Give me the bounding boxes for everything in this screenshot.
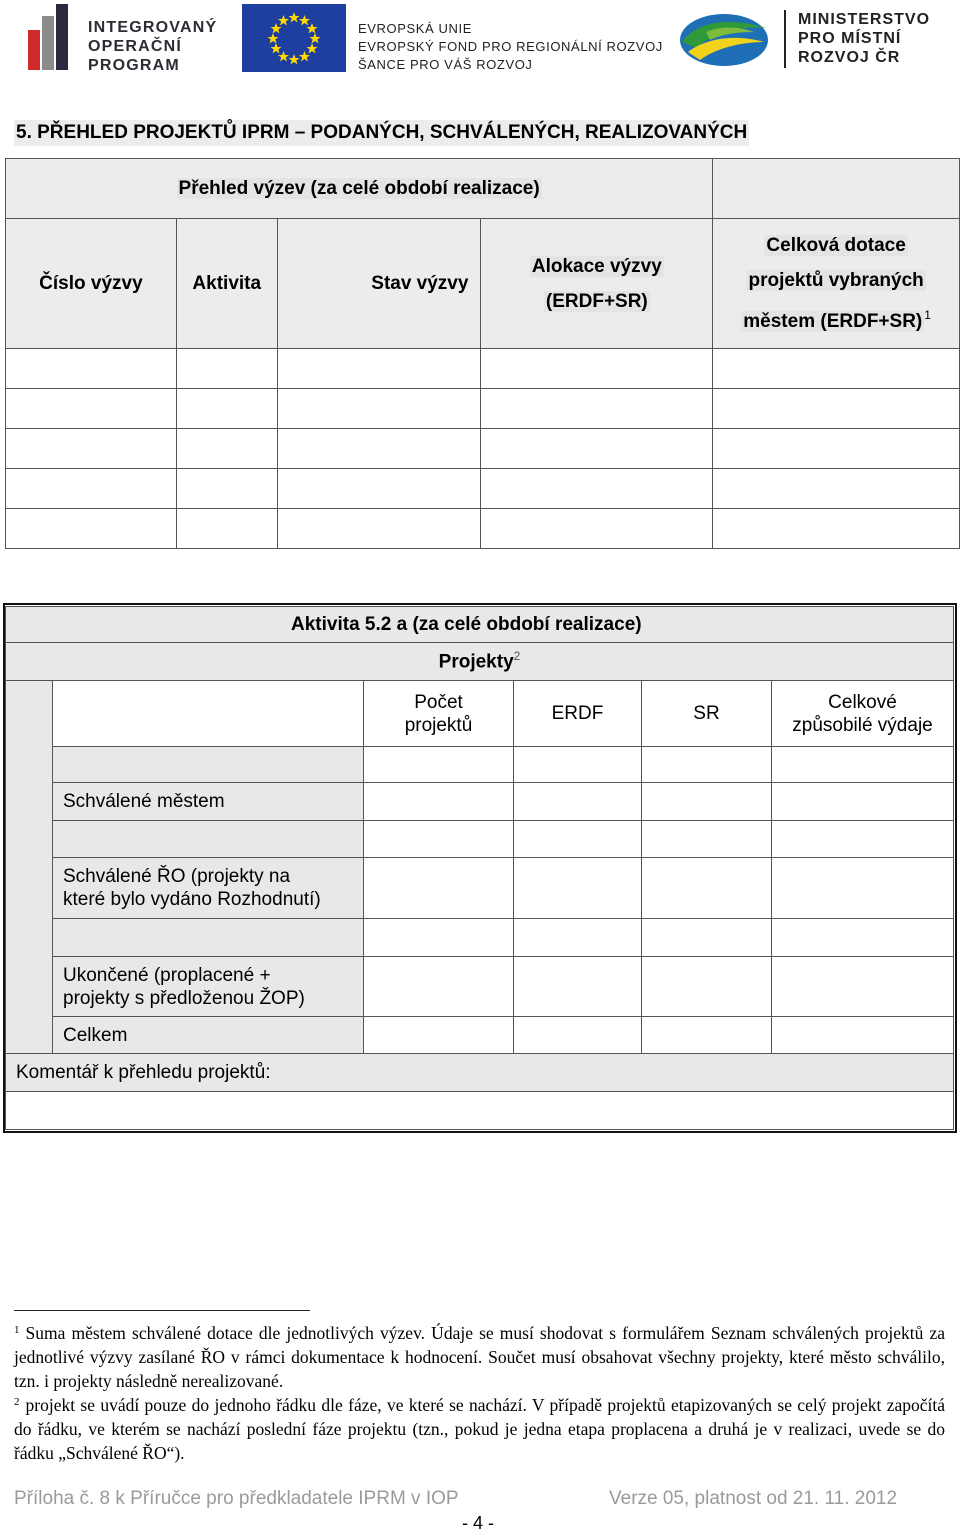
col-total-eligible [772, 681, 954, 747]
row-finished [6, 957, 954, 1017]
col-allocation [481, 219, 713, 349]
cell[interactable] [176, 349, 277, 389]
cell[interactable] [481, 429, 713, 469]
col-activity-label: Aktivita [192, 272, 262, 294]
projects-subtitle-text: Projekty [438, 651, 514, 673]
col-erdf: ERDF [514, 681, 642, 747]
cell[interactable] [6, 349, 177, 389]
cell[interactable] [642, 783, 772, 821]
projects-header-blank [53, 681, 364, 747]
cell[interactable] [514, 919, 642, 957]
section-title: 5. PŘEHLED PROJEKTŮ IPRM – PODANÝCH, SCHVÁLENÝCH, REALIZOVANÝCH [14, 120, 749, 146]
mmr-separator [784, 10, 786, 68]
projects-table-title [6, 607, 954, 643]
cell[interactable] [364, 858, 514, 919]
iop-line-2: OPERAČNÍ [88, 38, 183, 55]
cell[interactable] [277, 469, 481, 509]
col-total-line1 [713, 228, 959, 263]
col-total-eligible-l2: způsobilé výdaje [792, 714, 933, 736]
cell[interactable] [772, 858, 954, 919]
projects-header-row [6, 681, 954, 747]
footnote-1-text: Suma městem schválené dotace dle jednotlivých výzev. Údaje se musí shodovat s formulářem Seznam schválených projektů za jednotlivé výzvy zasílané ŘO v rámci dokumentace k hodnocení. Součet musí obsahovat všechny projekty, které město schválilo, tzn. i projekty následně nerealizované. [14, 1323, 945, 1391]
row-approved-city-label: Schválené městem [53, 783, 364, 821]
col-allocation-l1: Alokace výzvy [531, 255, 662, 277]
col-total-line2 [713, 263, 959, 298]
cell[interactable] [642, 747, 772, 783]
col-total-line3 [713, 298, 959, 338]
eu-flag-icon [242, 4, 346, 72]
col-activity [176, 219, 277, 349]
eu-line-3: ŠANCE PRO VÁŠ ROZVOJ [358, 57, 533, 72]
iop-logo-text [88, 18, 217, 75]
cell[interactable] [642, 821, 772, 858]
cell[interactable] [514, 957, 642, 1017]
row-finished-l1: Ukončené (proplacené + [63, 964, 271, 986]
footnote-ref-2: 2 [513, 649, 521, 664]
footnote-ref-1: 1 [924, 308, 931, 323]
footnote-1-number: 1 [14, 1324, 20, 1336]
mmr-line-1: MINISTERSTVO [798, 11, 931, 28]
cell[interactable] [514, 747, 642, 783]
cell[interactable] [364, 747, 514, 783]
comment-label: Komentář k přehledu projektů: [6, 1054, 954, 1092]
iop-bar-dark [56, 4, 68, 70]
col-total-l1: Celková dotace [766, 235, 906, 257]
calls-table-row [6, 509, 960, 549]
cell[interactable] [6, 469, 177, 509]
cell[interactable] [642, 919, 772, 957]
cell[interactable] [364, 821, 514, 858]
calls-table-title-row [6, 159, 960, 219]
row-total-label: Celkem [53, 1017, 364, 1054]
calls-table-row [6, 389, 960, 429]
cell[interactable] [713, 469, 960, 509]
row-approved-ro [6, 858, 954, 919]
cell[interactable] [514, 783, 642, 821]
footnote-2-text: projekt se uvádí pouze do jednoho řádku dle fáze, ve které se nachází. V případě projektů etapizovaných se celý projekt započítá do řádku, ve kterém se nachází poslední fáze projektu (tzn., pokud je jedna etapa proplacena a druhá je v realizaci, uvede se do řádku „Schválené ŘO“). [14, 1395, 945, 1463]
cell [53, 821, 364, 858]
cell[interactable] [176, 429, 277, 469]
cell[interactable] [772, 821, 954, 858]
footer-version: Verze 05, platnost od 21. 11. 2012 [609, 1488, 898, 1509]
cell[interactable] [481, 389, 713, 429]
col-allocation-l2: (ERDF+SR) [545, 290, 648, 312]
calls-table-title-blank [713, 159, 960, 219]
projects-table-title-row [6, 607, 954, 643]
cell[interactable] [364, 919, 514, 957]
cell[interactable] [6, 509, 177, 549]
col-call-status-label: Stav výzvy [371, 272, 469, 294]
mmr-logo-icon [676, 8, 772, 70]
col-project-count [364, 681, 514, 747]
col-call-number [6, 219, 177, 349]
col-total-l3: městem (ERDF+SR) [743, 310, 923, 332]
projects-subtitle-row [6, 643, 954, 681]
iop-bar-red [28, 30, 40, 70]
iop-logo [28, 4, 218, 74]
row-approved-ro-l2: které bylo vydáno Rozhodnutí) [63, 889, 321, 910]
row-approved-ro-l1: Schválené ŘO (projekty na [63, 866, 291, 887]
cell[interactable] [277, 509, 481, 549]
col-total-eligible-l1: Celkové [828, 691, 897, 713]
calls-table-row [6, 469, 960, 509]
calls-table-row [6, 429, 960, 469]
iop-line-3: PROGRAM [88, 57, 180, 74]
cell[interactable] [176, 469, 277, 509]
mmr-line-2: PRO MÍSTNÍ [798, 30, 902, 47]
cell[interactable] [642, 858, 772, 919]
col-allocation-line1 [481, 249, 712, 284]
cell[interactable] [772, 747, 954, 783]
cell[interactable] [277, 389, 481, 429]
cell[interactable] [481, 349, 713, 389]
comment-label-row [6, 1054, 954, 1092]
iop-bar-gray [42, 16, 54, 70]
calls-table-row [6, 349, 960, 389]
cell[interactable] [481, 469, 713, 509]
cell[interactable] [713, 349, 960, 389]
footnote-separator [14, 1310, 310, 1311]
cell[interactable] [772, 783, 954, 821]
footnote-1 [14, 1318, 945, 1393]
footnote-2-number: 2 [14, 1396, 20, 1408]
cell[interactable] [642, 1017, 772, 1054]
projects-table [5, 606, 954, 1130]
footer-attachment: Příloha č. 8 k Příručce pro předkladatele IPRM v IOP [14, 1488, 459, 1509]
cell[interactable] [514, 1017, 642, 1054]
cell[interactable] [176, 509, 277, 549]
comment-field-row [6, 1092, 954, 1130]
col-total-l2: projektů vybraných [748, 270, 924, 292]
row-approved-ro-label [53, 858, 364, 919]
projects-left-margin [6, 681, 53, 1054]
col-total-subsidy [713, 219, 960, 349]
cell[interactable] [277, 349, 481, 389]
cell[interactable] [6, 429, 177, 469]
row-finished-label [53, 957, 364, 1017]
cell[interactable] [364, 957, 514, 1017]
col-call-number-label: Číslo výzvy [39, 272, 143, 294]
calls-table-title-text: Přehled výzev (za celé období realizace) [178, 177, 540, 199]
cell[interactable] [713, 429, 960, 469]
projects-spacer-row [6, 919, 954, 957]
cell[interactable] [713, 509, 960, 549]
cell[interactable] [364, 783, 514, 821]
col-call-status [277, 219, 481, 349]
cell[interactable] [176, 389, 277, 429]
cell[interactable] [6, 389, 177, 429]
col-sr: SR [642, 681, 772, 747]
row-finished-l2: projekty s předloženou ŽOP) [63, 987, 305, 1009]
cell[interactable] [713, 389, 960, 429]
comment-field[interactable] [6, 1092, 954, 1130]
footnote-2 [14, 1390, 945, 1465]
row-total [6, 1017, 954, 1054]
mmr-line-3: ROZVOJ ČR [798, 49, 901, 66]
eu-line-1: EVROPSKÁ UNIE [358, 21, 472, 36]
cell [53, 747, 364, 783]
projects-table-title-text: Aktivita 5.2 a (za celé období realizace) [291, 613, 642, 635]
cell [53, 919, 364, 957]
projects-spacer-row [6, 821, 954, 858]
cell[interactable] [772, 919, 954, 957]
eu-line-2: EVROPSKÝ FOND PRO REGIONÁLNÍ ROZVOJ [358, 39, 663, 54]
cell[interactable] [772, 1017, 954, 1054]
cell[interactable] [277, 429, 481, 469]
cell[interactable] [642, 957, 772, 1017]
calls-table-title [6, 159, 713, 219]
cell[interactable] [772, 957, 954, 1017]
calls-overview-table [5, 158, 960, 549]
projects-subtitle [6, 643, 954, 681]
calls-table-header-row [6, 219, 960, 349]
cell[interactable] [514, 858, 642, 919]
col-count-l1: Počet [414, 691, 463, 713]
header-logos [0, 0, 960, 80]
mmr-text [798, 10, 930, 67]
cell[interactable] [514, 821, 642, 858]
projects-spacer-row [6, 747, 954, 783]
col-count-l2: projektů [404, 714, 473, 736]
page-number: - 4 - [462, 1513, 495, 1533]
row-approved-city [6, 783, 954, 821]
col-allocation-line2 [481, 284, 712, 319]
iop-line-1: INTEGROVANÝ [88, 19, 218, 36]
eu-text [358, 20, 663, 74]
cell[interactable] [481, 509, 713, 549]
cell[interactable] [364, 1017, 514, 1054]
